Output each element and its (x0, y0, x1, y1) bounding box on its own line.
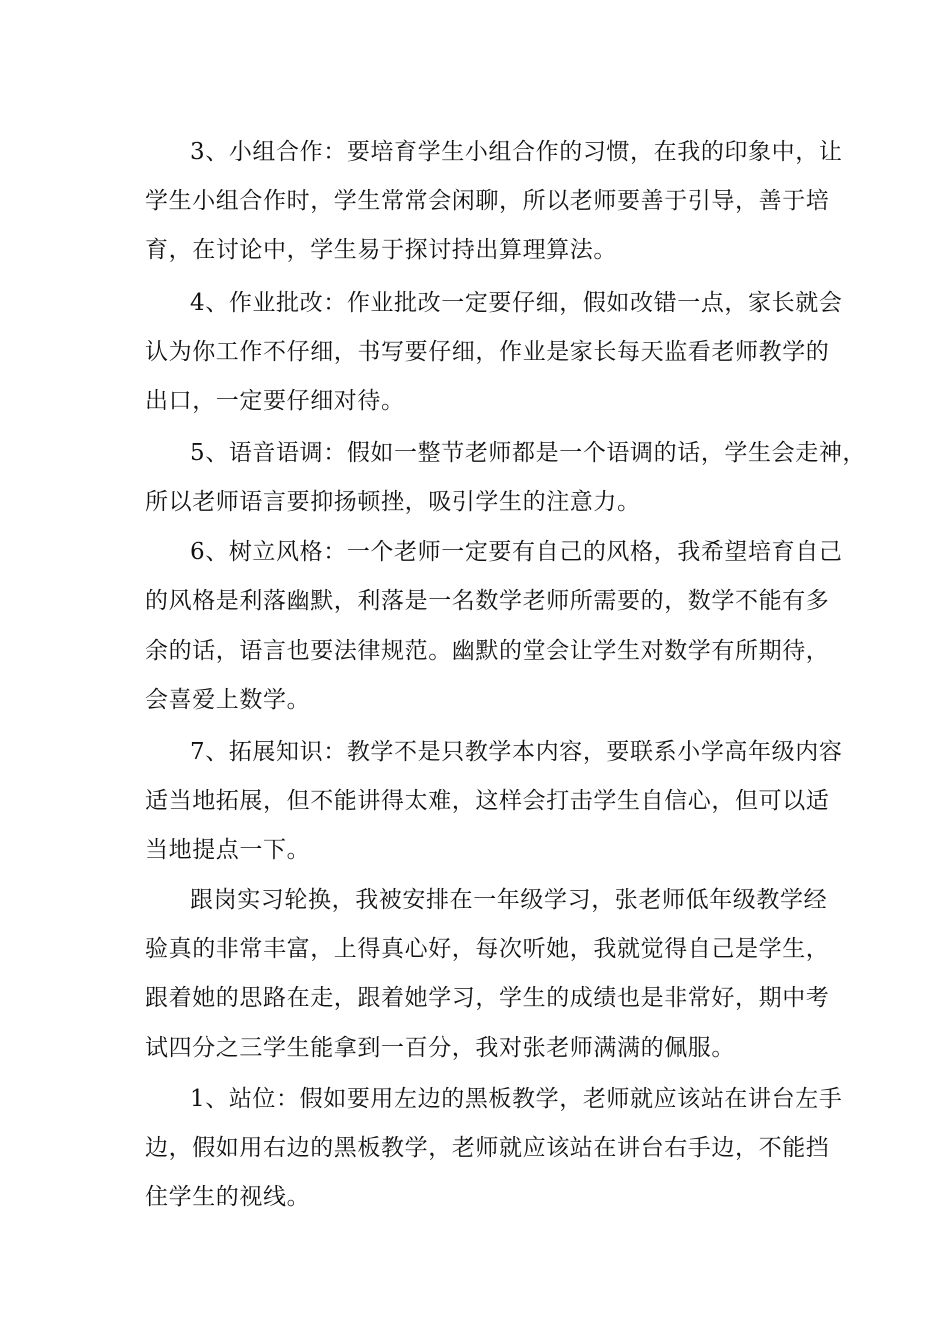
paragraph-4-line-3: 余的话，语言也要法律规范。幽默的堂会让学生对数学有所期待， (145, 638, 830, 664)
paragraph-5-line-1: 7、拓展知识：教学不是只教学本内容，要联系小学高年级内容 (190, 739, 843, 765)
paragraph-5-line-2: 适当地拓展，但不能讲得太难，这样会打击学生自信心，但可以适 (145, 788, 830, 814)
paragraph-7-line-2: 边，假如用右边的黑板教学，老师就应该站在讲台右手边，不能挡 (145, 1135, 830, 1161)
paragraph-6-line-3: 跟着她的思路在走，跟着她学习，学生的成绩也是非常好，期中考 (145, 985, 830, 1011)
paragraph-7-line-1: 1、站位：假如要用左边的黑板教学，老师就应该站在讲台左手 (190, 1086, 843, 1112)
paragraph-6-line-1: 跟岗实习轮换，我被安排在一年级学习，张老师低年级教学经 (190, 887, 828, 913)
paragraph-4-line-1: 6、树立风格：一个老师一定要有自己的风格，我希望培育自己 (190, 539, 843, 565)
paragraph-7-line-3: 住学生的视线。 (145, 1184, 311, 1210)
paragraph-1-line-3: 育，在讨论中，学生易于探讨持出算理算法。 (145, 237, 617, 263)
paragraph-4-line-2: 的风格是利落幽默，利落是一名数学老师所需要的，数学不能有多 (145, 588, 830, 614)
paragraph-6-line-4: 试四分之三学生能拿到一百分，我对张老师满满的佩服。 (145, 1035, 735, 1061)
paragraph-2-line-1: 4、作业批改：作业批改一定要仔细，假如改错一点，家长就会 (190, 290, 843, 316)
paragraph-6-line-2: 验真的非常丰富，上得真心好，每次听她，我就觉得自己是学生， (145, 936, 830, 962)
paragraph-3-line-1: 5、语音语调：假如一整节老师都是一个语调的话，学生会走神， (190, 440, 867, 466)
paragraph-2-line-3: 出口，一定要仔细对待。 (145, 388, 405, 414)
paragraph-1-line-1: 3、小组合作：要培育学生小组合作的习惯，在我的印象中，让 (190, 139, 843, 165)
paragraph-1-line-2: 学生小组合作时，学生常常会闲聊，所以老师要善于引导，善于培 (145, 188, 830, 214)
paragraph-3-line-2: 所以老师语言要抑扬顿挫，吸引学生的注意力。 (145, 489, 641, 515)
paragraph-5-line-3: 当地提点一下。 (145, 837, 311, 863)
paragraph-4-line-4: 会喜爱上数学。 (145, 687, 311, 713)
paragraph-2-line-2: 认为你工作不仔细，书写要仔细，作业是家长每天监看老师教学的 (145, 339, 830, 365)
